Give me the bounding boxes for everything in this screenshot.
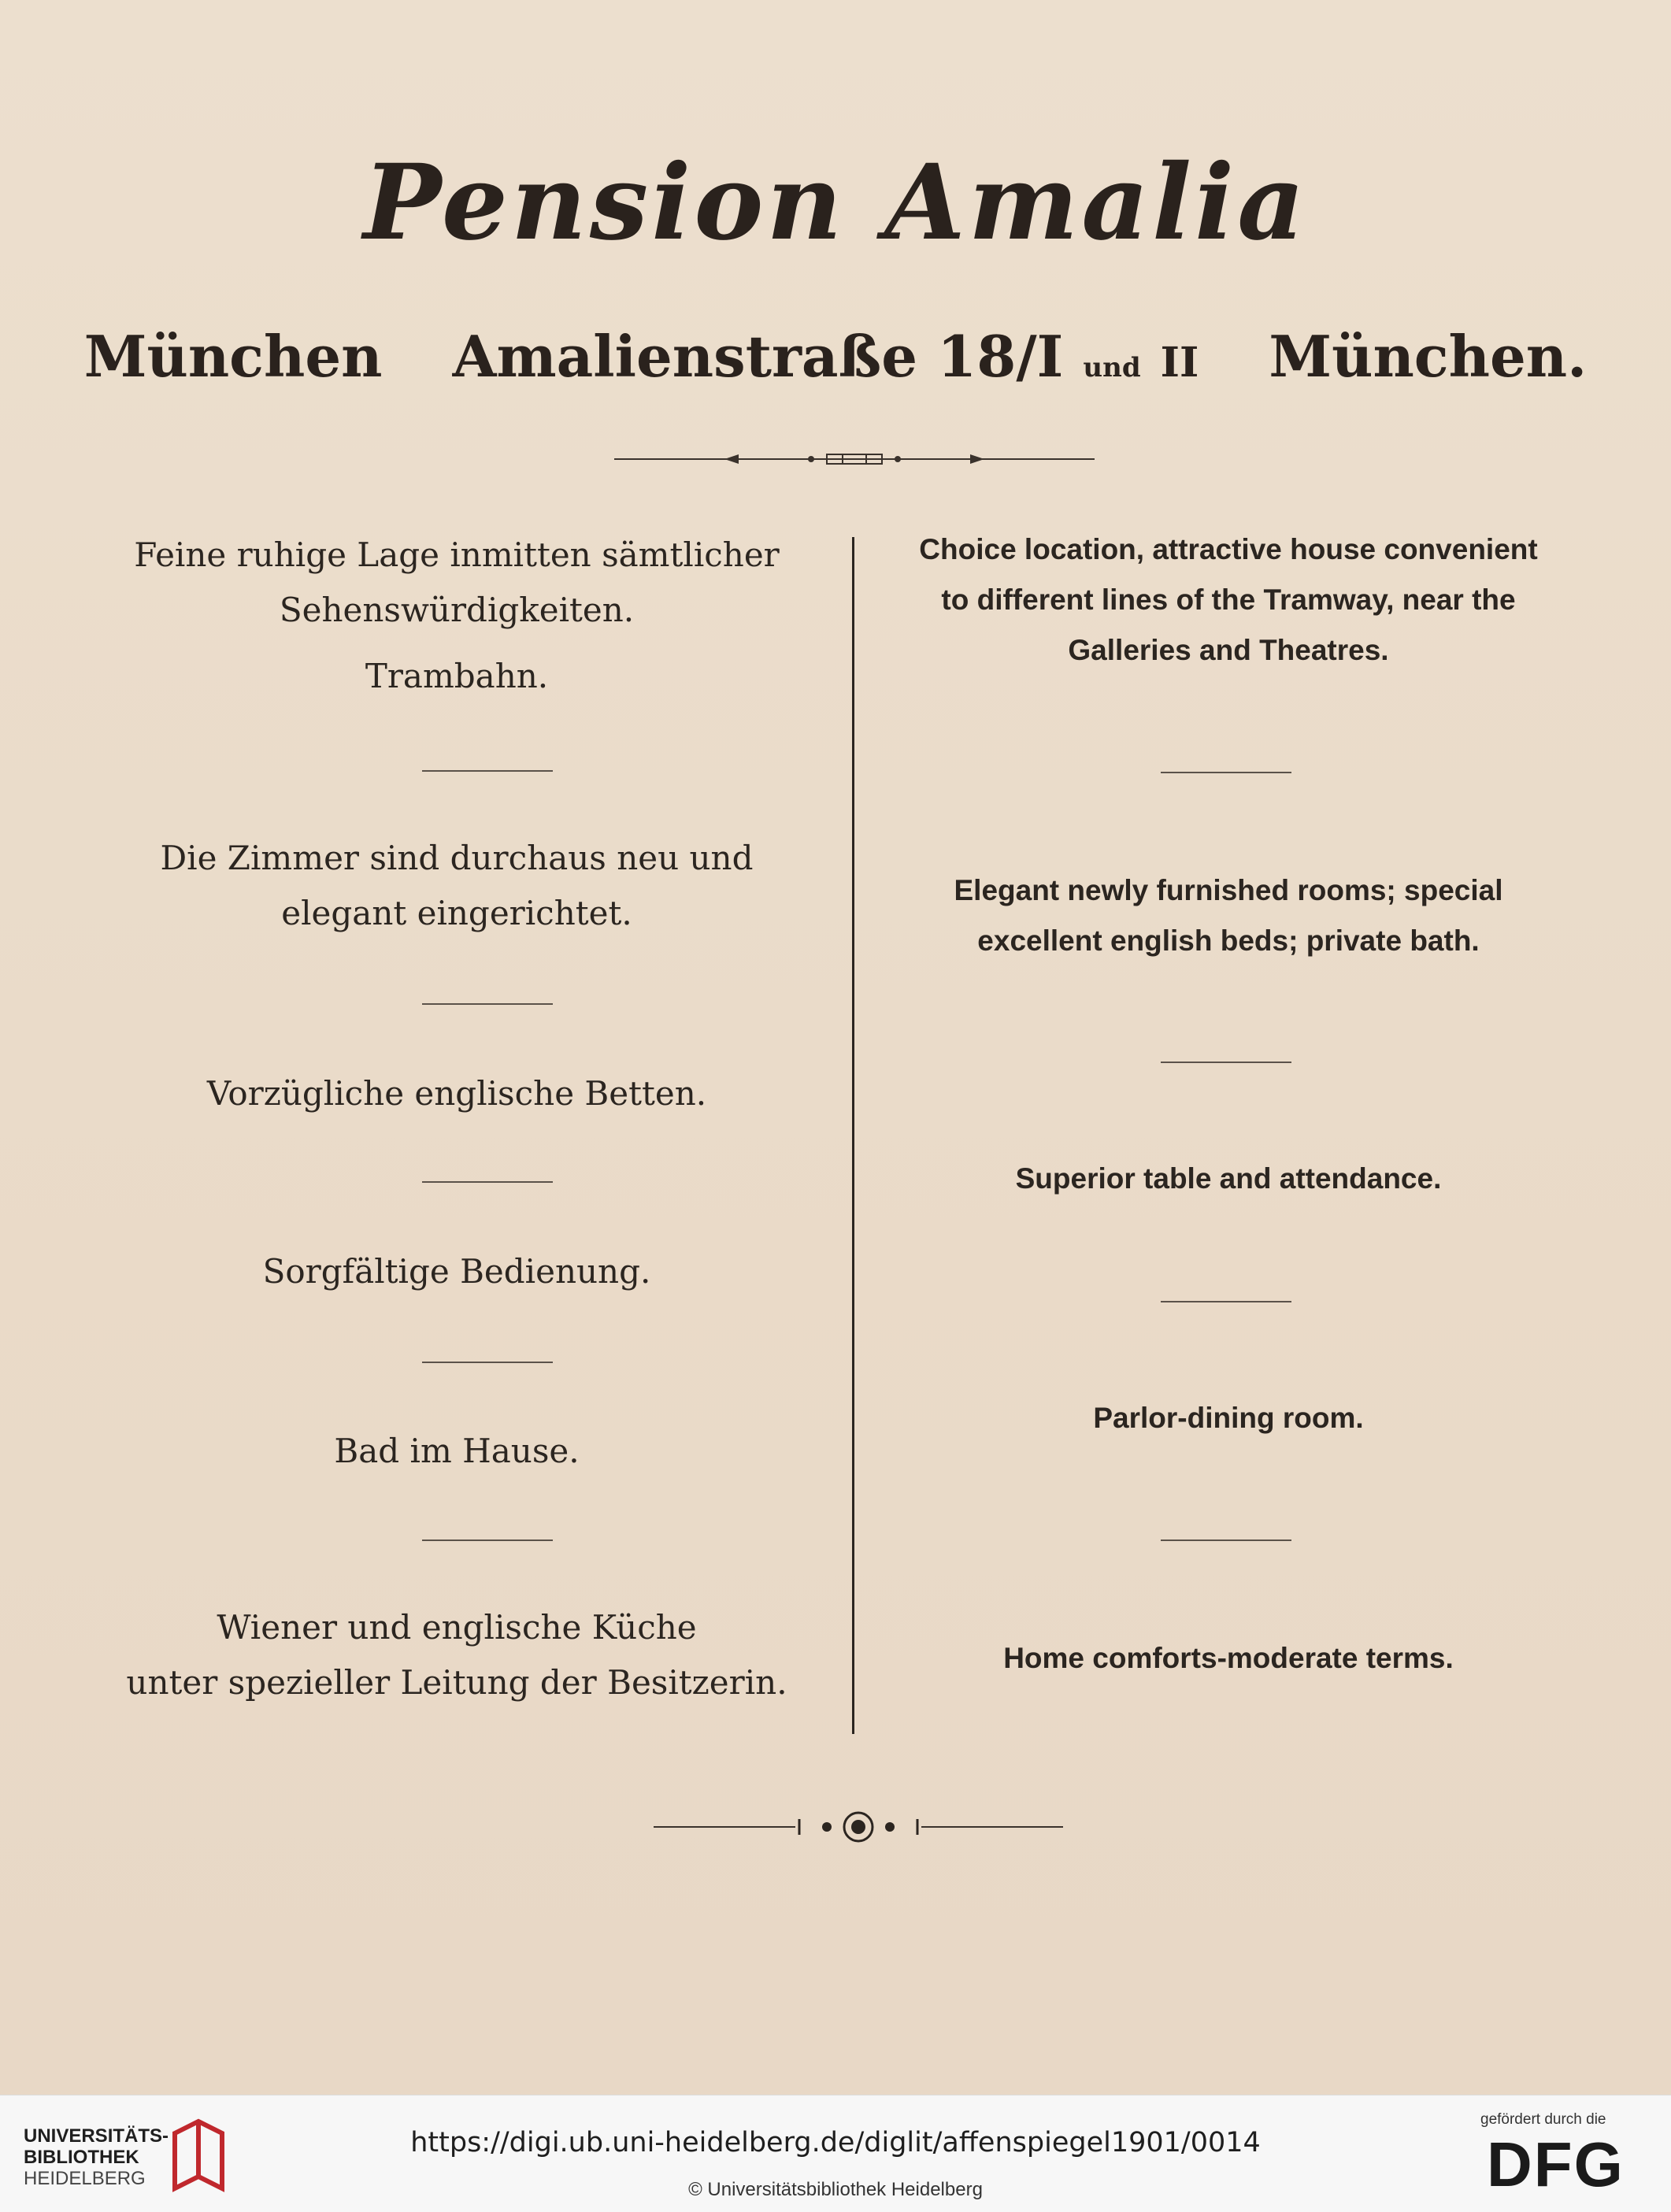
german-block-service [102,1244,811,1299]
city-left: München [83,323,383,390]
house-number: 18/I [937,323,1064,390]
english-block-rooms [866,865,1591,966]
german-block-rooms [102,831,811,941]
column-divider [852,537,854,1734]
bottom-ornament [654,1807,1063,1847]
english-block-table [866,1154,1591,1204]
text-line: Elegant newly furnished rooms; special [954,874,1503,906]
page-title: Pension Amalia [363,142,1308,264]
separator-rule [422,770,553,772]
floor-number: II [1160,339,1199,387]
german-block-bath [102,1424,811,1479]
library-name-line: HEIDELBERG [24,2168,146,2189]
text-line: Bad im Hause. [334,1432,580,1470]
separator-rule [1161,772,1291,773]
text-line: Trambahn. [365,657,549,695]
street-address [453,323,1199,390]
text-line: unter spezieller Leitung der Besitzerin. [126,1663,787,1702]
english-block-comforts [866,1633,1591,1684]
german-block-kitchen [102,1600,811,1710]
separator-rule [1161,1301,1291,1302]
text-line: Galleries and Theatres. [1068,634,1389,666]
text-line: Die Zimmer sind durchaus neu und [160,839,754,877]
text-line: Sorgfältige Bedienung. [262,1252,651,1291]
text-line: Vorzügliche englische Betten. [206,1074,707,1113]
text-line: Parlor-dining room. [1093,1402,1364,1434]
source-url-link[interactable]: https://digi.ub.uni-heidelberg.de/diglit/affenspiegel1901/0014 [410,2127,1261,2158]
viewer-footer [0,2095,1671,2212]
text-line: Choice location, attractive house convenient [919,533,1538,565]
address-line [0,323,1671,390]
copyright-notice: © Universitätsbibliothek Heidelberg [688,2179,983,2200]
library-name-line: UNIVERSITÄTS- [24,2125,169,2147]
und-word: und [1083,352,1141,383]
city-right: München. [1269,323,1588,390]
dfg-logo: DFG [1487,2129,1625,2199]
library-name-line: BIBLIOTHEK [24,2147,139,2168]
separator-rule [422,1540,553,1541]
text-line: Feine ruhige Lage inmitten sämtlicher [134,535,780,574]
text-line: Wiener und englische Küche [217,1608,697,1647]
german-block-location [102,528,811,704]
english-block-parlor [866,1393,1591,1443]
text-line: Sehenswürdigkeiten. [279,591,635,629]
separator-rule [422,1003,553,1005]
separator-rule [1161,1062,1291,1063]
english-block-location [866,524,1591,676]
separator-rule [1161,1540,1291,1541]
text-line: Home comforts-moderate terms. [1003,1642,1454,1674]
text-line: excellent english beds; private bath. [977,924,1480,957]
separator-rule [422,1362,553,1363]
top-ornament [614,445,1095,473]
text-line: elegant eingerichtet. [281,894,632,932]
german-block-beds [102,1066,811,1121]
street-name: Amalienstraße [452,323,918,390]
funded-by-label: gefördert durch die [1480,2111,1606,2128]
text-line: Superior table and attendance. [1015,1162,1442,1195]
text-line: to different lines of the Tramway, near the [941,584,1516,616]
separator-rule [422,1181,553,1183]
